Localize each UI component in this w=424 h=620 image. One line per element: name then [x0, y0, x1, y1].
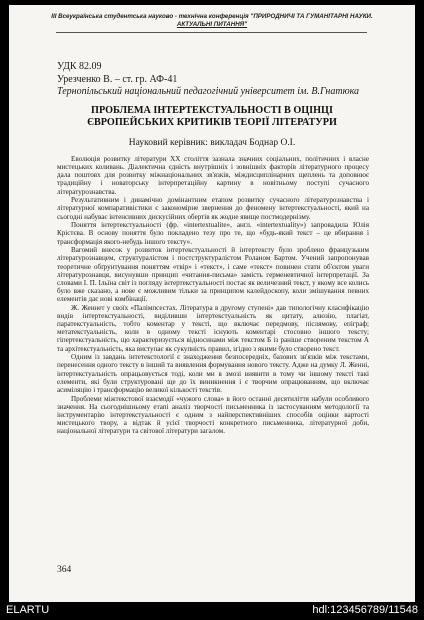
paragraph: Еволюція розвитку літератури ХХ століття зазнала значних соціальних, політичних і власне мистецьких коливань. Діалектична єдність внутрішніх і зовнішніх факторів літературного процесу дала поштовх для розвитку міжнаціональних зв'язків, міждисциплінарних щеплень та доповнює традиційну і новаторську інтерпретаційну картину в новітньому поступі сучасного літературознавства.	[57, 155, 369, 196]
article-title	[49, 105, 375, 129]
paragraph: Ж. Женнет у своїх «Палімпсестах. Література в другому ступені» дав типологічну класифікацію видів інтертекстуальності, виділивши інтертекстуальність як цитату, алюзію, плагіат, паратекстуальність, тобто коментар у тексті, що включає передмову, післямову, епіграф; метатекстуальність, коли в одному тексті існують коментарі стосовно іншого тексту; гіпертекстуальність, що характеризується відносинами між текстом Б із раніше створеним текстом А та архітекстуальність, яка виступає як сукупність правил, згідно з якими було створено текст.	[57, 303, 369, 353]
conference-header-line2: АКТУАЛЬНІ ПИТАННЯ"	[176, 20, 248, 28]
handle-identifier[interactable]: hdl:123456789/11548	[312, 604, 418, 616]
paragraph: Одним із завдань інтетекстології є знаходження безпосередніх, базових зв'язків між текстами, перенесення одного тексту в інший та виявлення формування нового тексту. Адже на думку Л. Женні, інтертекстуальність опрацьовується тоді, коли ми в змозі виявити в тому чи іншому тексті такі елементи, які були структуровані ще до їх виникнення і є творчим опрацюванням, що включає асиміляцію і трансформацію великої кількості текстів.	[57, 353, 369, 394]
conference-header	[9, 13, 415, 28]
paragraph: Вагомий внесок у розвиток інтертекстуальності й інтертексту було зроблено французьким літературознавцем, структуралістом і постструктуралістом Роланом Бартом. Учений запропонував теоретичне обґрунтування поняттям «твір» і «текст», і саме «текст» повинен стати об'єктом уваги літературознавця, висунувши принцип «читання-письма» замість герменевтичної інтерпретації. За словами І. П. Ільїна світ із погляду інтертекстуальності постає як величезний текст, у якому все колись було вже сказано, а нове є можливим тільки за принципом калейдоскопу, коли змішування певних елементів дає нові комбінації.	[57, 246, 369, 304]
paragraph: Поняття інтертекстуальності (фр. «intertextualite», англ. «intertextuality») запровадила Юлія Крістєва. В основу поняття було покладено тезу про те, що «будь-який текст – це вбирання і трансформація якого-небудь іншого тексту».	[57, 221, 369, 246]
paragraph: Проблеми міжтекстової взаємодії «чужого слова» в його останні десятиліття набули особливого значення. На сьогоднішньому етапі аналіз творчості письменника із застосуванням методології та інструментарію інтертекстуальності є одним з найперспективніших способів оцінки вартості мистецького твору, а відтак й усієї творчості конкретного письменника, літературної доби, національної літератури та світової літератури загалом.	[57, 394, 369, 436]
repository-footer	[0, 604, 424, 620]
repository-name: ELARTU	[6, 604, 50, 616]
author-line: Урезченко В. – ст. гр. АФ-41	[57, 74, 178, 85]
article-title-line1: ПРОБЛЕМА ІНТЕРТЕКСТУАЛЬНОСТІ В ОЦІНЦІ	[91, 105, 333, 116]
udk-code: УДК 82.09	[57, 61, 102, 72]
article-body	[57, 155, 369, 436]
scientific-advisor: Науковий керівник: викладач Боднар О.І.	[128, 138, 296, 148]
page-number: 364	[57, 565, 72, 575]
conference-header-line1: III Всеукраїнська студентська науково - технічна конференція "ПРИРОДНИЧІ ТА ГУМАНІТАРНІ НАУКИ.	[51, 13, 373, 20]
header-rule	[56, 32, 367, 33]
affiliation: Тернопільський національний педагогічний університет ім. В.Гнатюка	[57, 86, 360, 97]
paragraph: Результативним і динамічно домінантним етапом розвитку сучасного літературознавства і літературної компаративістики є закономірне звернення до феномену інтертекстуальності, який на сьогодні набуває інтенсивних дискусійних обертів як жодне явище постмодернізму.	[57, 196, 369, 221]
article-title-line2: ЄВРОПЕЙСЬКИХ КРИТИКІВ ТЕОРІЇ ЛІТЕРАТУРИ	[87, 117, 337, 128]
document-page	[9, 5, 415, 602]
